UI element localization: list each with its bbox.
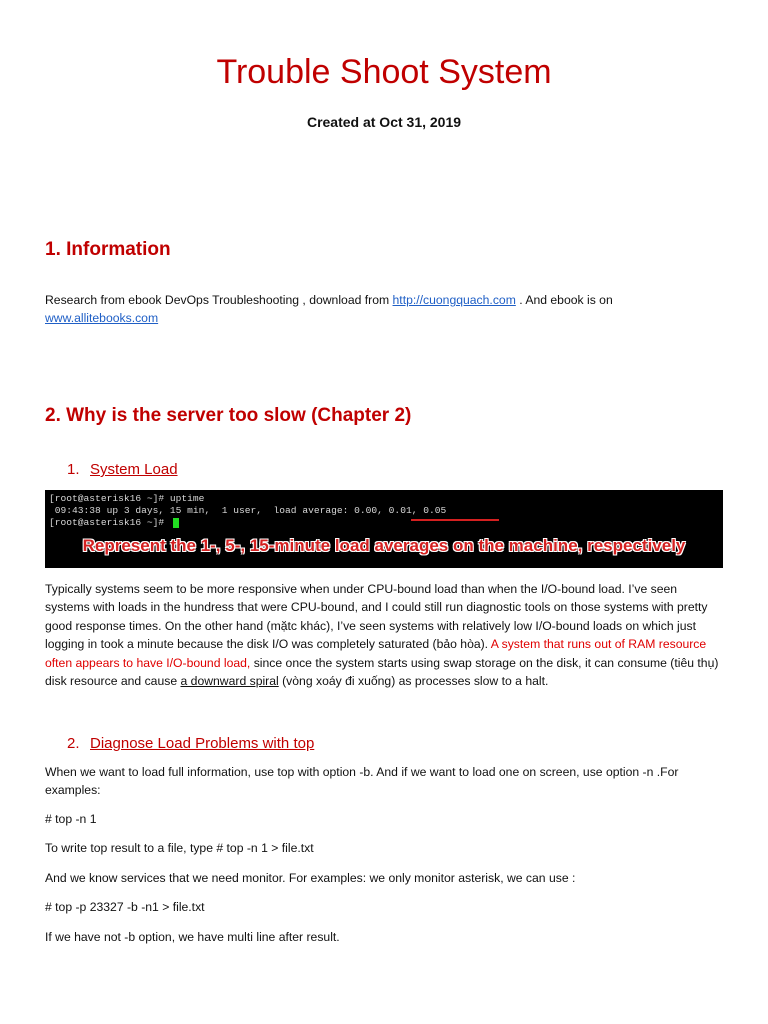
subsection-number: 2. (67, 735, 80, 752)
terminal-line-3: [root@asterisk16 ~]# (49, 517, 170, 528)
para1-underlined-text: a downward spiral (180, 674, 279, 689)
terminal-line-2: 09:43:38 up 3 days, 15 min, 1 user, load average: 0.00, 0.01, 0.05 (49, 505, 447, 516)
para1-red-text: A system that runs out of RAM resource often appears to have I/O-bound load, (45, 637, 707, 670)
information-text-a: Research from ebook DevOps Troubleshooting , download from (45, 293, 393, 307)
top-monitor-paragraph: And we know services that we need monitor. For examples: we only monitor asterisk, we can use : (45, 871, 576, 885)
section-information-heading: 1. Information (45, 239, 171, 260)
subsection-number: 1. (67, 461, 80, 478)
para1-text-b: since once the system starts using swap storage on the disk, it can consume (tiêu thụ) disk resource and cause (45, 655, 719, 689)
system-load-paragraph (45, 580, 725, 690)
subsection-system-load-heading (67, 460, 178, 480)
terminal-cursor (173, 518, 179, 528)
para1-text-a: Typically systems seem to be more responsive when under CPU-bound load than when the I/O-bound load. I’ve seen systems with loads in the hundress that were CPU-bound, and I could still run diagnostic tools on those systems with pretty good response times. On the other hand (mặtc khác), I’ve seen systems with relatively low I/O-bound loads on which just logging in took a minute because the disk I/O was completely saturated (bảo hòa). (45, 582, 708, 652)
subsection-label: Diagnose Load Problems with top (90, 735, 315, 752)
document-title: Trouble Shoot System (216, 53, 552, 91)
created-date: Created at Oct 31, 2019 (306, 114, 462, 130)
top-intro-paragraph: When we want to load full information, use top with option -b. And if we want to load one on screen, use option -n .For examples: (45, 765, 679, 798)
top-multiline-paragraph: If we have not -b option, we have multi line after result. (45, 930, 340, 944)
subsection-diagnose-heading (67, 734, 314, 754)
cuongquach-link[interactable]: http://cuongquach.com (392, 293, 516, 307)
uptime-terminal-screenshot (45, 490, 723, 568)
allitebooks-link[interactable]: www.allitebooks.com (45, 311, 159, 326)
top-command-2: # top -p 23327 -b -n1 > file.txt (45, 900, 205, 914)
information-paragraph (45, 291, 725, 328)
subsection-label: System Load (90, 461, 178, 478)
top-command-1: # top -n 1 (45, 812, 97, 826)
terminal-caption: Represent the 1-, 5-, 15-minute load averages on the machine, respectively (82, 536, 686, 555)
terminal-line-1: [root@asterisk16 ~]# uptime (49, 493, 205, 504)
section-server-slow-heading: 2. Why is the server too slow (Chapter 2) (45, 405, 412, 426)
information-text-b: . And ebook is on (515, 293, 613, 307)
top-file-paragraph: To write top result to a file, type # top -n 1 > file.txt (45, 841, 314, 855)
load-average-underline (411, 519, 499, 521)
para1-text-c: (vòng xoáy đi xuống) as processes slow to a halt. (278, 674, 549, 689)
